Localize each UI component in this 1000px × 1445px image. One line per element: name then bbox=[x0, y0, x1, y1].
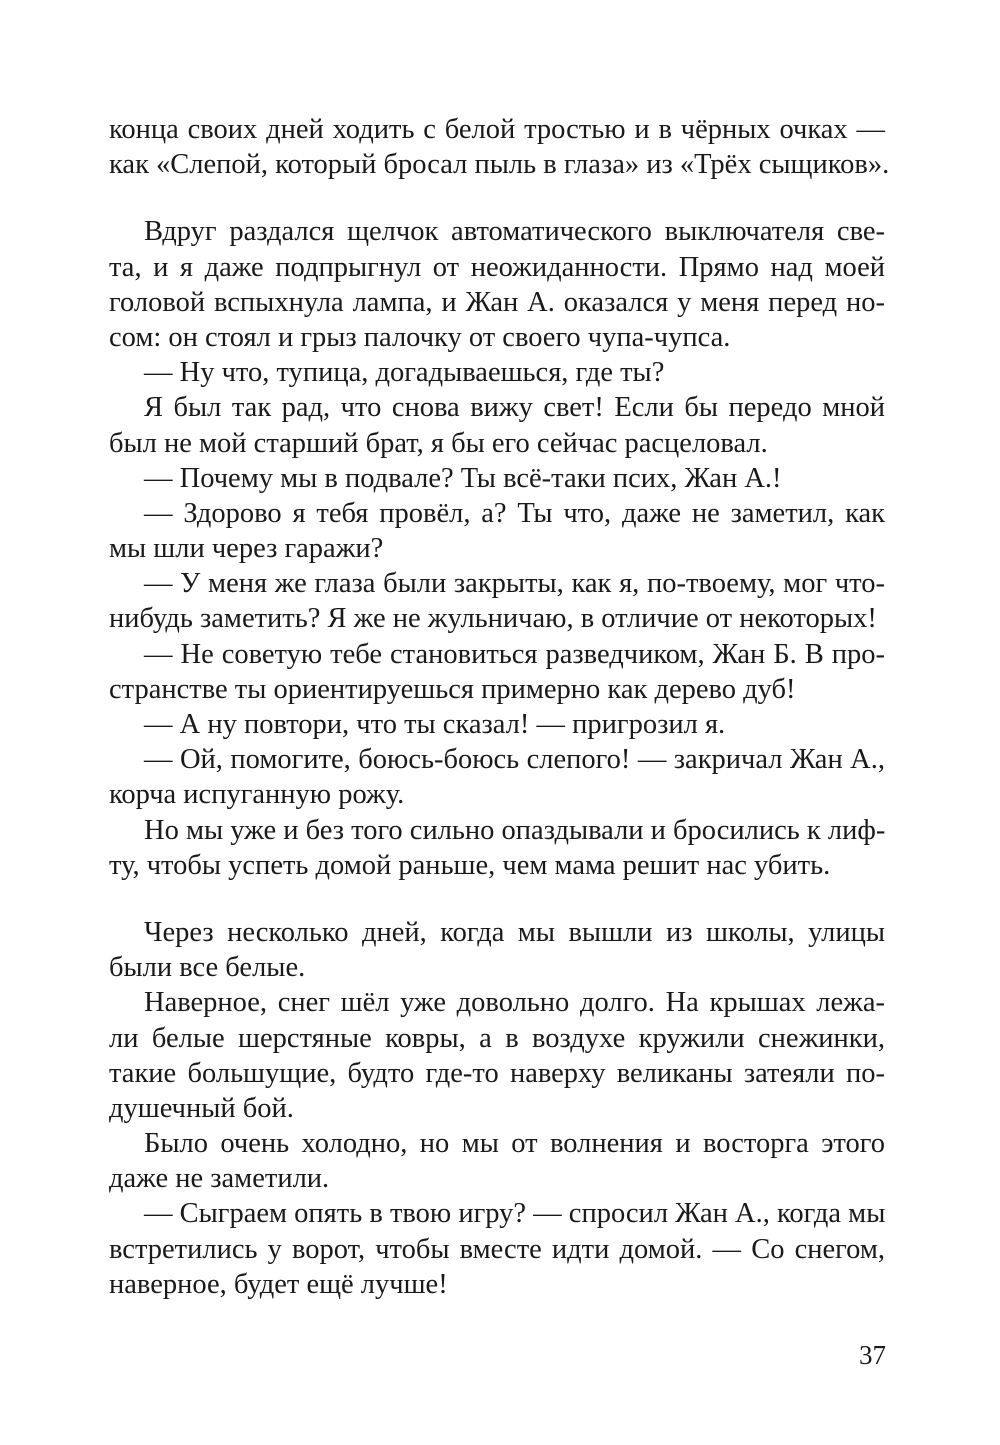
text-line: — У меня же глаза были закрыты, как я, по-твоему, мог что- bbox=[144, 568, 885, 600]
text-line: корча испуганную рожу. bbox=[109, 779, 405, 811]
text-line: ту, чтобы успеть домой раньше, чем мама решит нас убить. bbox=[109, 849, 831, 881]
paragraph bbox=[109, 461, 885, 496]
text-line: нибудь заметить? Я же не жульничаю, в отличие от некоторых! bbox=[109, 603, 877, 635]
text-line: даже не заметили. bbox=[109, 1163, 330, 1195]
text-line: был не мой старший брат, я бы его сейчас расцеловал. bbox=[109, 427, 768, 459]
paragraph bbox=[109, 214, 885, 355]
paragraph bbox=[109, 390, 885, 460]
text-line: Но мы уже и без того сильно опаздывали и бросились к лиф- bbox=[144, 814, 886, 846]
text-line: Было очень холодно, но мы от волнения и восторга этого bbox=[144, 1128, 885, 1160]
text-line: странстве ты ориентируешься примерно как дерево дуб! bbox=[109, 673, 796, 705]
text-line: — Почему мы в подвале? Ты всё-таки псих, Жан А.! bbox=[144, 462, 782, 494]
text-line: головой вспыхнула лампа, и Жан А. оказался у меня перед но- bbox=[109, 286, 885, 318]
paragraph bbox=[109, 915, 885, 985]
text-line: Вдруг раздался щелчок автоматического выключателя све- bbox=[144, 216, 885, 248]
text-line: Наверное, снег шёл уже довольно долго. На крышах лежа- bbox=[144, 987, 885, 1019]
body-text bbox=[109, 112, 890, 1302]
paragraph bbox=[109, 112, 890, 182]
text-line: такие большущие, будто где-то наверху великаны затеяли по- bbox=[109, 1057, 885, 1089]
text-line: — Ну что, тупица, догадываешься, где ты? bbox=[144, 357, 665, 389]
section-break bbox=[109, 182, 885, 214]
section-break bbox=[109, 883, 885, 915]
text-line: наверное, будет ещё лучше! bbox=[109, 1268, 448, 1300]
text-line: — Здорово я тебя провёл, а? Ты что, даже не заметил, как bbox=[144, 497, 885, 529]
text-line: душечный бой. bbox=[109, 1092, 294, 1124]
paragraph bbox=[109, 637, 885, 707]
text-line: Через несколько дней, когда мы вышли из школы, улицы bbox=[144, 916, 885, 948]
text-line: мы шли через гаражи? bbox=[109, 533, 384, 565]
text-line: — Не советую тебе становиться разведчиком, Жан Б. В про- bbox=[144, 638, 885, 670]
paragraph bbox=[109, 566, 885, 636]
paragraph bbox=[109, 742, 885, 812]
page-number: 37 bbox=[859, 1340, 886, 1370]
text-line: конца своих дней ходить с белой тростью и в чёрных очках — bbox=[109, 114, 885, 145]
text-line: сом: он стоял и грыз палочку от своего чупа-чупса. bbox=[109, 321, 731, 353]
text-line: — Сыграем опять в твою игру? — спросил Жан А., когда мы bbox=[144, 1198, 886, 1230]
text-line: — А ну повтори, что ты сказал! — пригрозил я. bbox=[144, 709, 726, 740]
paragraph bbox=[109, 707, 885, 742]
text-line: встретились у ворот, чтобы вместе идти домой. — Со снегом, bbox=[109, 1233, 885, 1265]
paragraph bbox=[109, 1126, 885, 1196]
text-line: та, и я даже подпрыгнул от неожиданности. Прямо над моей bbox=[109, 251, 885, 283]
paragraph bbox=[109, 1196, 885, 1302]
paragraph bbox=[109, 355, 885, 390]
paragraph bbox=[109, 496, 885, 566]
text-line: Я был так рад, что снова вижу свет! Если бы передо мной bbox=[144, 392, 885, 424]
text-line: были все белые. bbox=[109, 952, 306, 984]
text-line: как «Слепой, который бросал пыль в глаза» из «Трёх сыщиков». bbox=[109, 149, 890, 181]
text-line: — Ой, помогите, боюсь-боюсь слепого! — закричал Жан А., bbox=[144, 744, 885, 776]
text-line: ли белые шерстяные ковры, а в воздухе кружили снежинки, bbox=[109, 1022, 885, 1054]
paragraph bbox=[109, 813, 885, 883]
paragraph bbox=[109, 985, 885, 1126]
